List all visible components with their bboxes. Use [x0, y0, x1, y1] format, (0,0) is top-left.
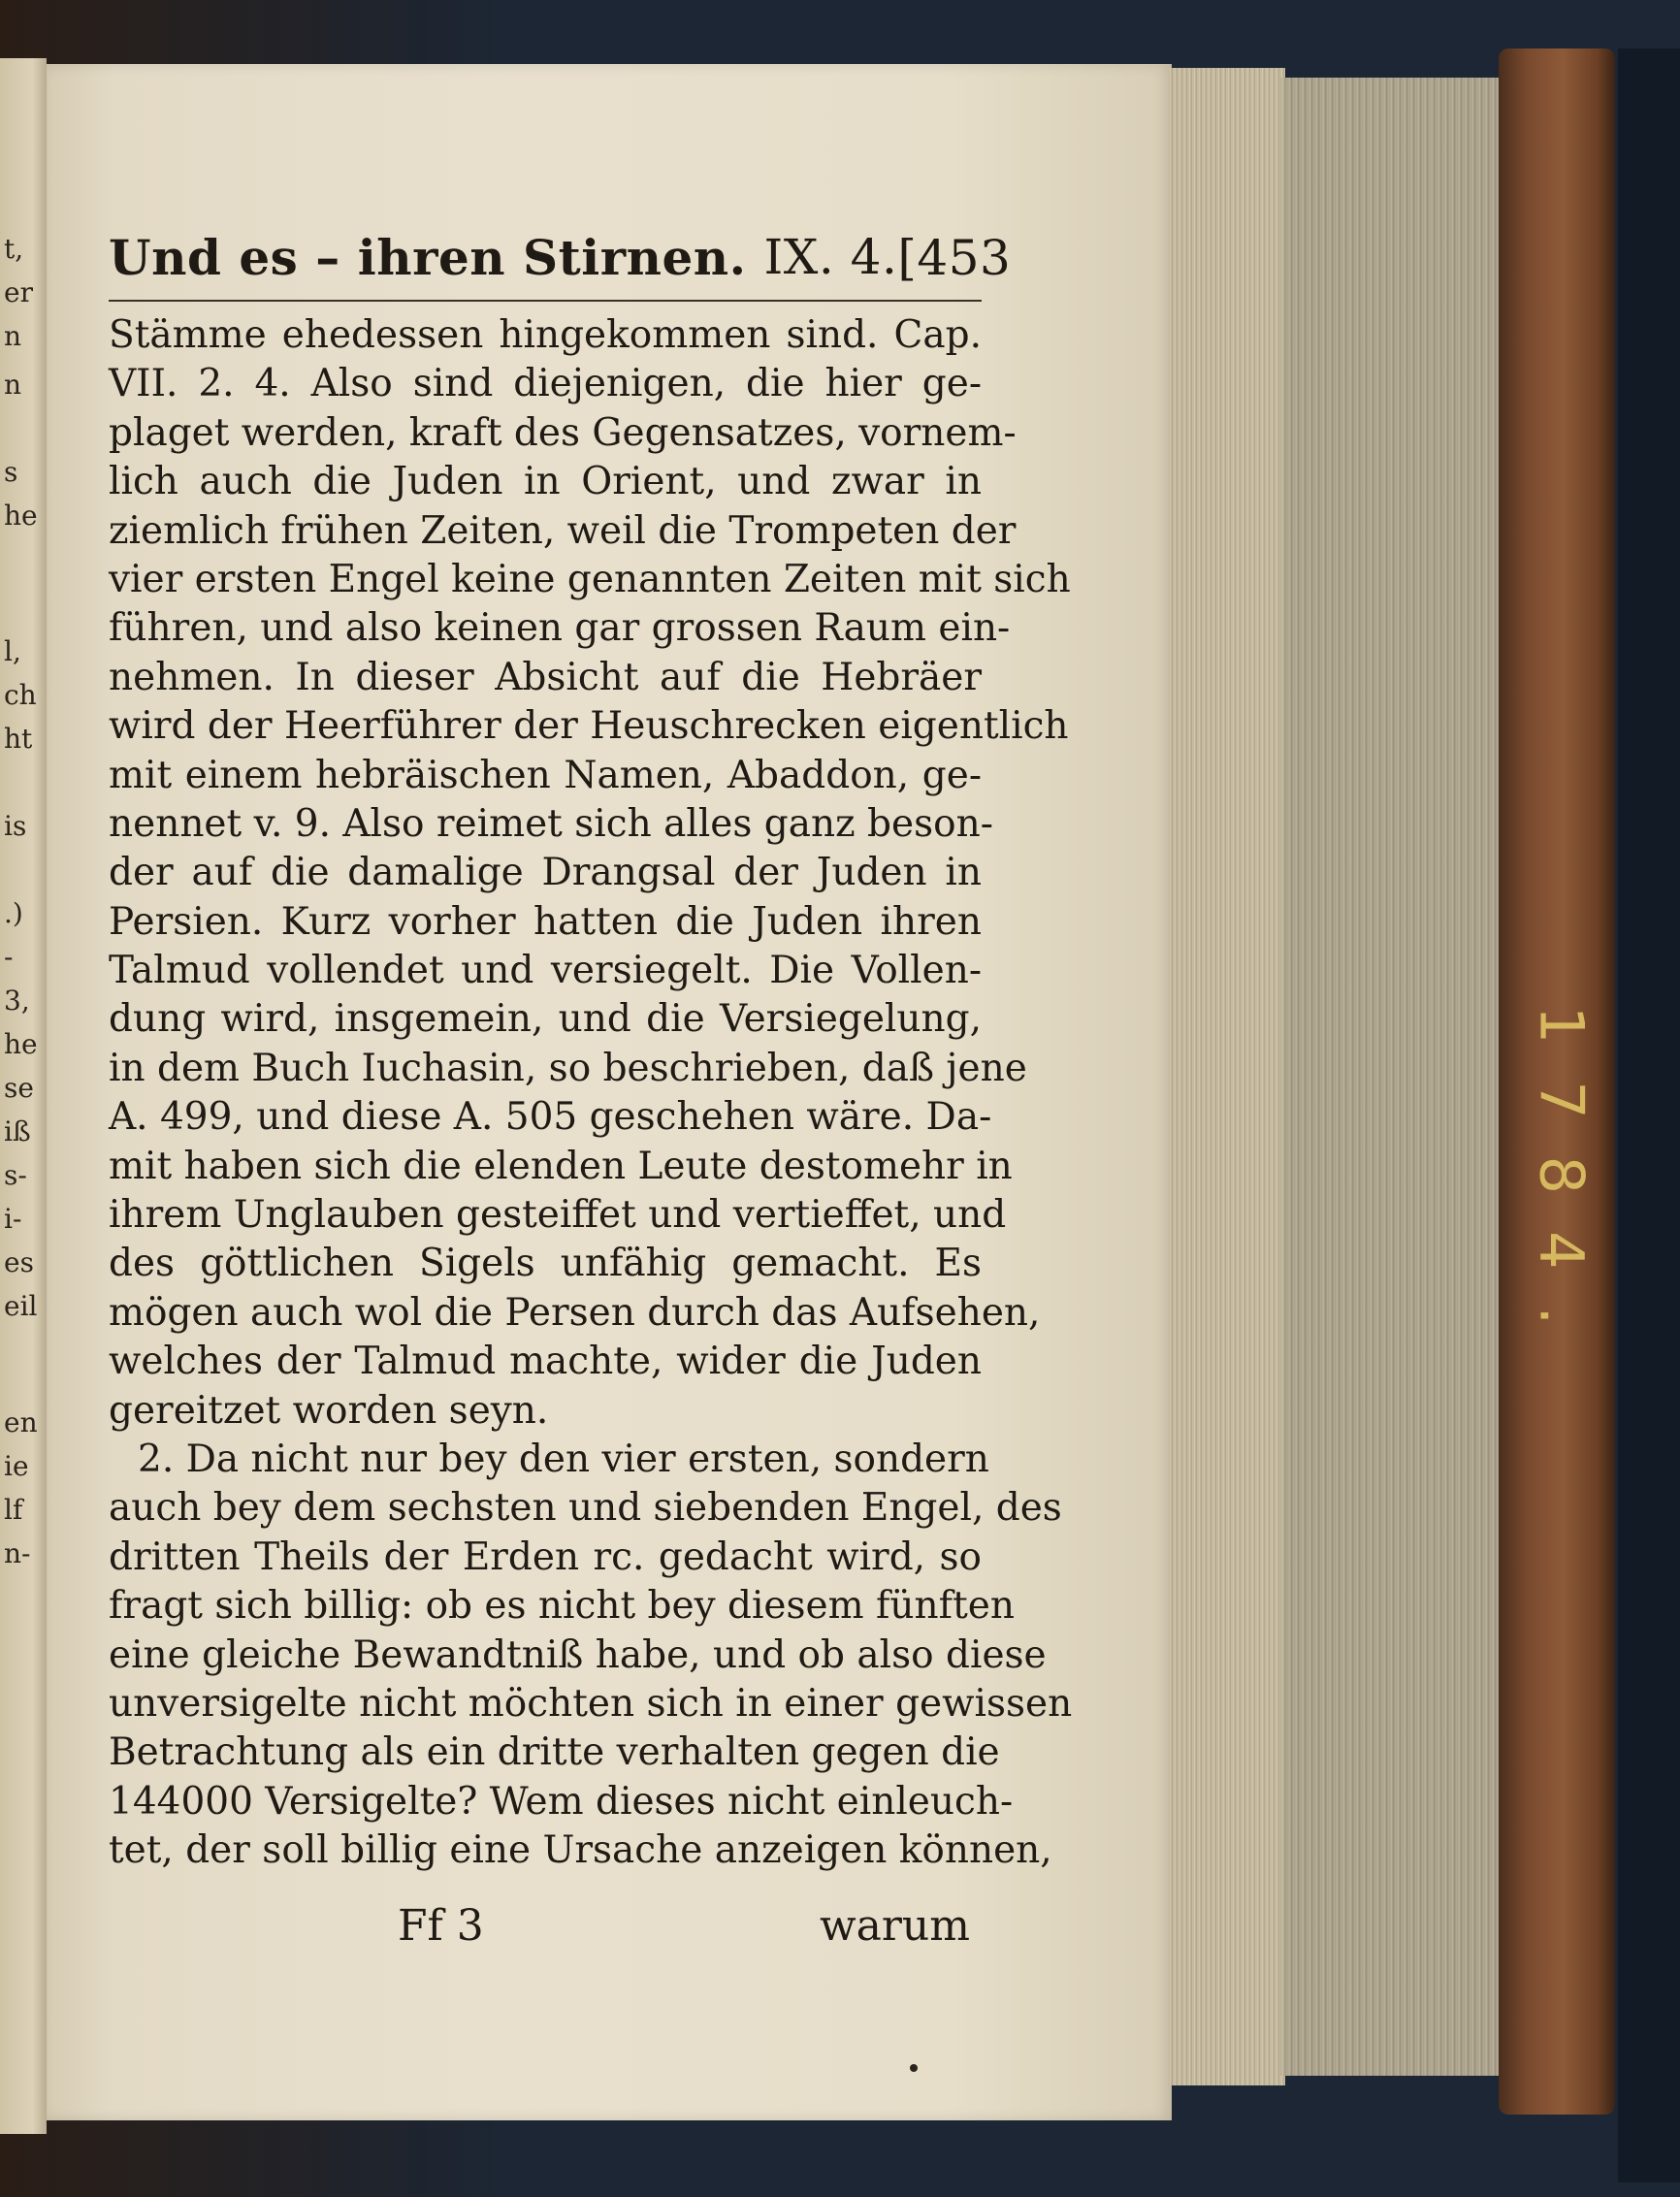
- facing-page-fragment: -: [4, 941, 14, 973]
- text-line: in dem Buch Iuchasin, so beschrieben, daß jene: [109, 1046, 1027, 1090]
- facing-page-fragment: ch: [4, 679, 37, 711]
- facing-page-fragment: n: [4, 320, 22, 352]
- facing-page-fragment: he: [4, 500, 38, 532]
- facing-page-fragment: es: [4, 1246, 34, 1278]
- facing-page-fragment: en: [4, 1406, 38, 1438]
- running-head: [109, 229, 1012, 286]
- text-line: ihrem Unglauben gesteiffet und vertieffet, und: [109, 1193, 1007, 1238]
- facing-page-fragment: t,: [4, 233, 24, 265]
- text-line: 2. Da nicht nur bey den vier ersten, sondern: [138, 1437, 989, 1481]
- text-line: mit haben sich die elenden Leute destomehr in: [109, 1144, 1013, 1188]
- page-text-block: [109, 229, 1073, 1876]
- text-line: A. 499, und diese A. 505 geschehen wäre. Da-: [109, 1095, 992, 1140]
- body-text: [109, 311, 1073, 1876]
- text-line: plaget werden, kraft des Gegensatzes, vornem-: [109, 410, 1017, 455]
- running-head-part: –: [315, 229, 340, 286]
- text-line: des göttlichen Sigels unfähig gemacht. Es: [109, 1242, 982, 1286]
- text-line: fragt sich billig: ob es nicht bey diesem fünften: [109, 1584, 1015, 1629]
- text-line: unversigelte nicht möchten sich in einer gewissen: [109, 1681, 1073, 1726]
- signature-mark: Ff 3: [398, 1901, 484, 1951]
- running-head-part: ihren Stirnen.: [357, 229, 747, 286]
- page-block-edge: [1169, 68, 1285, 2085]
- facing-page-fragment: eil: [4, 1290, 38, 1322]
- text-line: mögen auch wol die Persen durch das Aufsehen,: [109, 1290, 1041, 1335]
- chapter-reference: IX. 4.: [763, 229, 898, 285]
- facing-page-fragment: n-: [4, 1537, 31, 1569]
- text-line: 144000 Versigelte? Wem dieses nicht einleuch-: [109, 1779, 1014, 1824]
- page-footer: [398, 1901, 970, 1951]
- text-line: mit einem hebräischen Namen, Abaddon, ge-: [109, 753, 982, 797]
- facing-page-fragment: lf: [4, 1494, 23, 1526]
- text-line: der auf die damalige Drangsal der Juden in: [109, 851, 982, 895]
- text-line: nennet v. 9. Also reimet sich alles ganz beson-: [109, 801, 993, 846]
- text-line: ziemlich frühen Zeiten, weil die Trompeten der: [109, 508, 1017, 553]
- text-line: tet, der soll billig eine Ursache anzeigen können,: [109, 1828, 1052, 1873]
- text-line: führen, und also keinen gar grossen Raum ein-: [109, 606, 1011, 651]
- facing-page-edge: [0, 58, 47, 2134]
- spine-year-text: 1784.: [1526, 1005, 1598, 1362]
- facing-page-fragment: l,: [4, 635, 21, 667]
- page-number: [453: [897, 230, 1012, 286]
- text-line: Stämme ehedessen hingekommen sind. Cap.: [109, 313, 982, 357]
- text-line: Betrachtung als ein dritte verhalten gegen die: [109, 1730, 1000, 1775]
- facing-page-fragment: 3,: [4, 985, 30, 1017]
- facing-page-fragment: is: [4, 810, 27, 842]
- scan-margin: [1618, 48, 1680, 2182]
- facing-page-fragment: s-: [4, 1159, 27, 1191]
- text-line: gereitzet worden seyn.: [109, 1388, 549, 1433]
- facing-page-fragment: ht: [4, 723, 33, 755]
- text-line: eine gleiche Bewandtniß habe, und ob also diese: [109, 1632, 1047, 1677]
- facing-page-fragment: ie: [4, 1450, 29, 1482]
- running-head-title: [109, 229, 897, 286]
- text-line: dung wird, insgemein, und die Versiegelung,: [109, 997, 982, 1042]
- facing-page-fragment: se: [4, 1072, 34, 1104]
- text-line: Talmud vollendet und versiegelt. Die Vollen-: [109, 949, 982, 993]
- text-line: lich auch die Juden in Orient, und zwar in: [109, 460, 982, 504]
- text-line: wird der Heerführer der Heuschrecken eigentlich: [109, 704, 1069, 749]
- text-line: vier ersten Engel keine genannten Zeiten mit sich: [109, 557, 1071, 601]
- facing-page-fragment: er: [4, 276, 33, 308]
- text-line: dritten Theils der Erden rc. gedacht wird, so: [109, 1535, 982, 1579]
- facing-page-fragment: he: [4, 1028, 38, 1060]
- facing-page-fragment: iß: [4, 1115, 31, 1147]
- facing-page-fragment: .): [4, 897, 23, 929]
- text-line: VII. 2. 4. Also sind diejenigen, die hier ge-: [109, 362, 982, 406]
- catchword: warum: [820, 1901, 970, 1951]
- facing-page-fragment: n: [4, 369, 22, 401]
- text-line: auch bey dem sechsten und siebenden Engel, des: [109, 1486, 1062, 1531]
- text-line: nehmen. In dieser Absicht auf die Hebräer: [109, 655, 982, 699]
- text-line: welches der Talmud machte, wider die Juden: [109, 1340, 982, 1384]
- head-rule: [109, 300, 982, 302]
- page-block-edge-rear: [1280, 78, 1503, 2076]
- spine-year-label: [1526, 892, 1598, 1474]
- text-line: Persien. Kurz vorher hatten die Juden ihren: [109, 899, 982, 944]
- ink-speck: [910, 2064, 918, 2072]
- running-head-part: Und es: [109, 229, 299, 286]
- facing-page-fragment: i-: [4, 1203, 22, 1235]
- facing-page-fragment: s: [4, 456, 18, 488]
